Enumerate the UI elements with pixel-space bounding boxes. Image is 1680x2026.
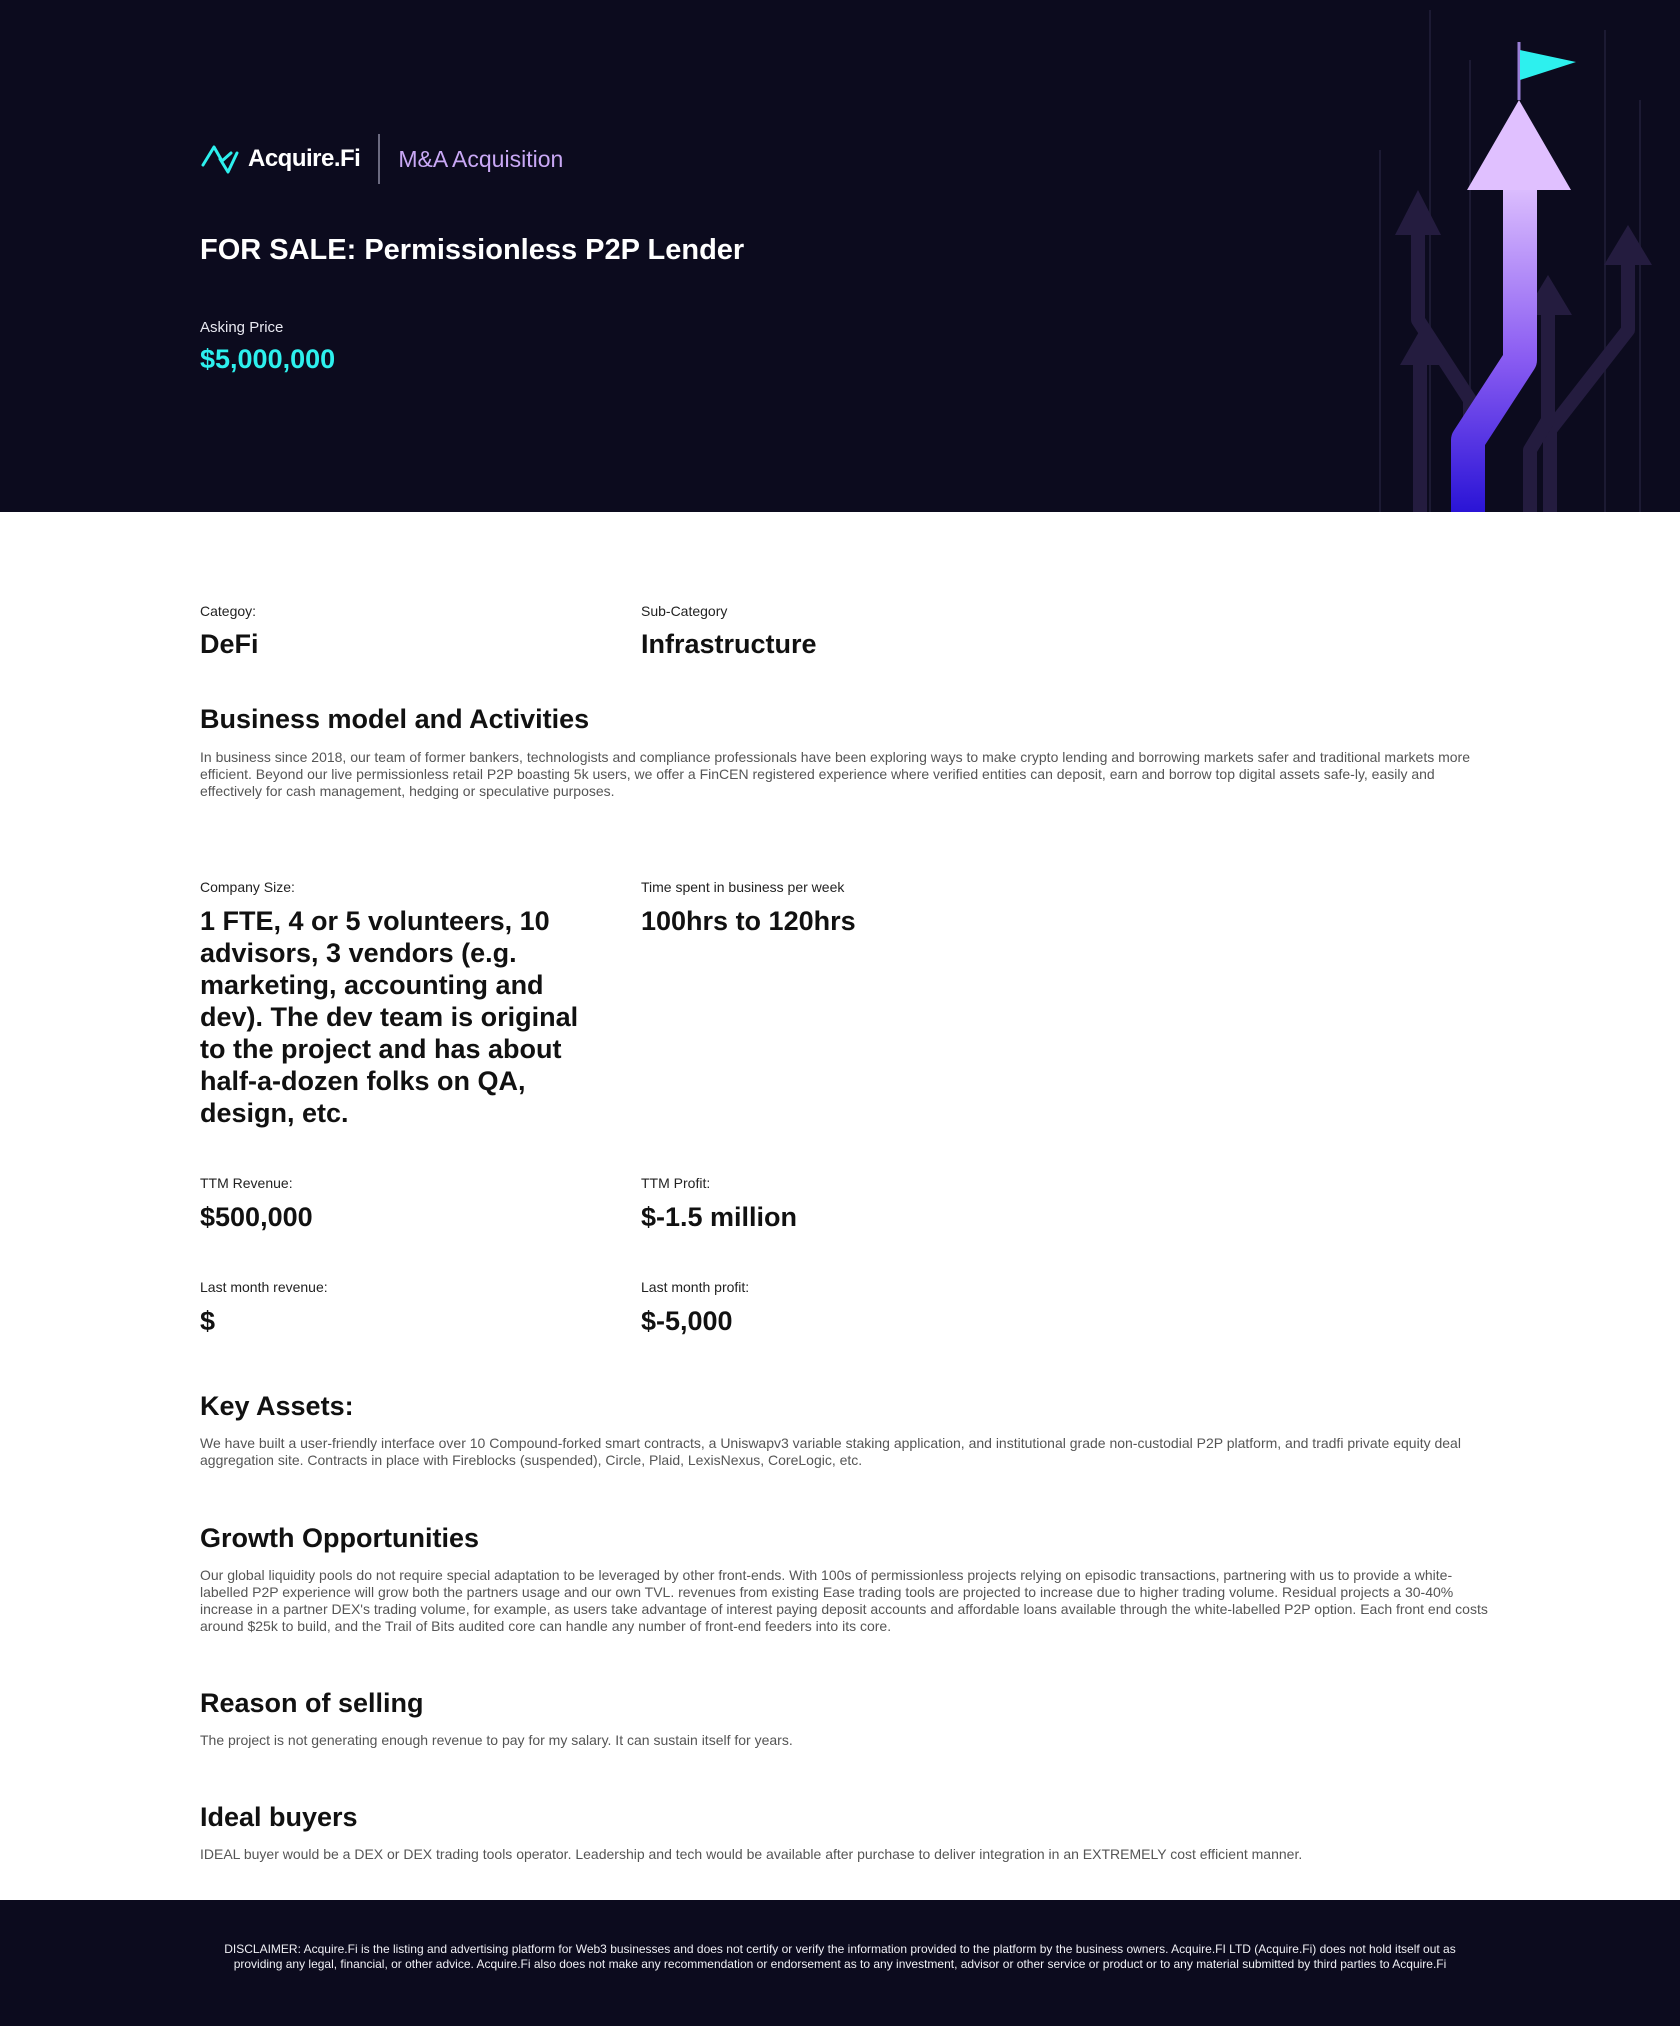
footer [0,1900,1680,2026]
ttm-revenue-value: $500,000 [200,1202,313,1232]
last-month-profit-value: $-5,000 [641,1306,733,1336]
brand-name: Acquire.Fi [248,145,361,172]
brand-subtitle: M&A Acquisition [398,145,564,172]
ideal-buyers-heading: Ideal buyers [200,1802,358,1832]
reason-of-selling-heading: Reason of selling [200,1688,424,1718]
ttm-profit-label: TTM Profit: [641,1175,711,1191]
time-spent-label: Time spent in business per week [641,879,845,895]
reason-of-selling-text: The project is not generating enough revenue to pay for my salary. It can sustain itself for years. [200,1732,793,1748]
page-title: FOR SALE: Permissionless P2P Lender [200,234,745,266]
ttm-revenue-label: TTM Revenue: [200,1175,293,1191]
category-label: Categoy: [200,603,257,619]
growth-opportunities-text: Our global liquidity pools do not require special adaptation to be leveraged by other front-ends. With 100s of permissionless projects relying on episodic transactions, partnering with us to provide a white-labelled P2P experience will grow both the partners usage and our own TVL. revenues from existing Ease trading tools are projected to increase due to higher trading volume. Residual projects a 30-40% increase in a partner DEX's trading volume, for example, as users take advantage of interest paying deposit accounts and affordable loans available through the white-labelled P2P option. Each front end costs around $25k to build, and the Trail of Bits audited core can handle any number of front-end feeders into its core. [200,1567,1488,1634]
brand-divider [378,134,380,184]
company-size-label: Company Size: [200,879,295,895]
brand-lockup[interactable] [200,134,563,184]
business-model-heading: Business model and Activities [200,704,590,734]
last-month-revenue-value: $ [200,1306,216,1336]
last-month-revenue-label: Last month revenue: [200,1279,328,1295]
key-assets-heading: Key Assets: [200,1391,354,1421]
subcategory-value: Infrastructure [641,629,817,659]
asking-price-value: $5,000,000 [200,344,336,374]
ttm-profit-value: $-1.5 million [641,1202,798,1232]
hero-banner [0,0,1680,512]
time-spent-value: 100hrs to 120hrs [641,906,856,936]
company-size-value: 1 FTE, 4 or 5 volunteers, 10 advisors, 3 vendors (e.g. marketing, accounting and dev). The dev team is original to the project and has about half-a-dozen folks on QA, design, etc. [200,906,579,1128]
acquire-fi-logo-icon [200,139,240,179]
ideal-buyers-text: IDEAL buyer would be a DEX or DEX trading tools operator. Leadership and tech would be available after purchase to deliver integration in an EXTREMELY cost efficient manner. [200,1846,1303,1862]
last-month-profit-label: Last month profit: [641,1279,750,1295]
category-value: DeFi [200,629,259,659]
asking-price-label: Asking Price [200,319,284,336]
growth-arrow-illustration [1340,0,1680,512]
business-model-text: In business since 2018, our team of former bankers, technologists and compliance professionals have been exploring ways to make crypto lending and borrowing markets safer and traditional markets more efficient. Beyond our live permissionless retail P2P boasting 5k users, we offer a FinCEN registered experience where verified entities can deposit, earn and borrow top digital assets safe-ly, easily and effectively for cash management, hedging or speculative purposes. [200,749,1471,799]
growth-opportunities-heading: Growth Opportunities [200,1523,479,1553]
subcategory-label: Sub-Category [641,603,728,619]
disclaimer-text: DISCLAIMER: Acquire.Fi is the listing and advertising platform for Web3 businesses and does not certify or verify the information provided to the platform by the business owners. Acquire.FI LTD (Acquire.Fi) does not hold itself out as providing any legal, financial, or other advice. Acquire.Fi also does not make any recommendation or endorsement as to any investment, advisor or other service or product or to any material submitted by third parties to Acquire.Fi [224,1942,1456,1971]
key-assets-text: We have built a user-friendly interface over 10 Compound-forked smart contracts, a Uniswapv3 variable staking application, and institutional grade non-custodial P2P platform, and tradfi private equity deal aggregation site. Contracts in place with Fireblocks (suspended), Circle, Plaid, LexisNexus, CoreLogic, etc. [200,1435,1461,1468]
